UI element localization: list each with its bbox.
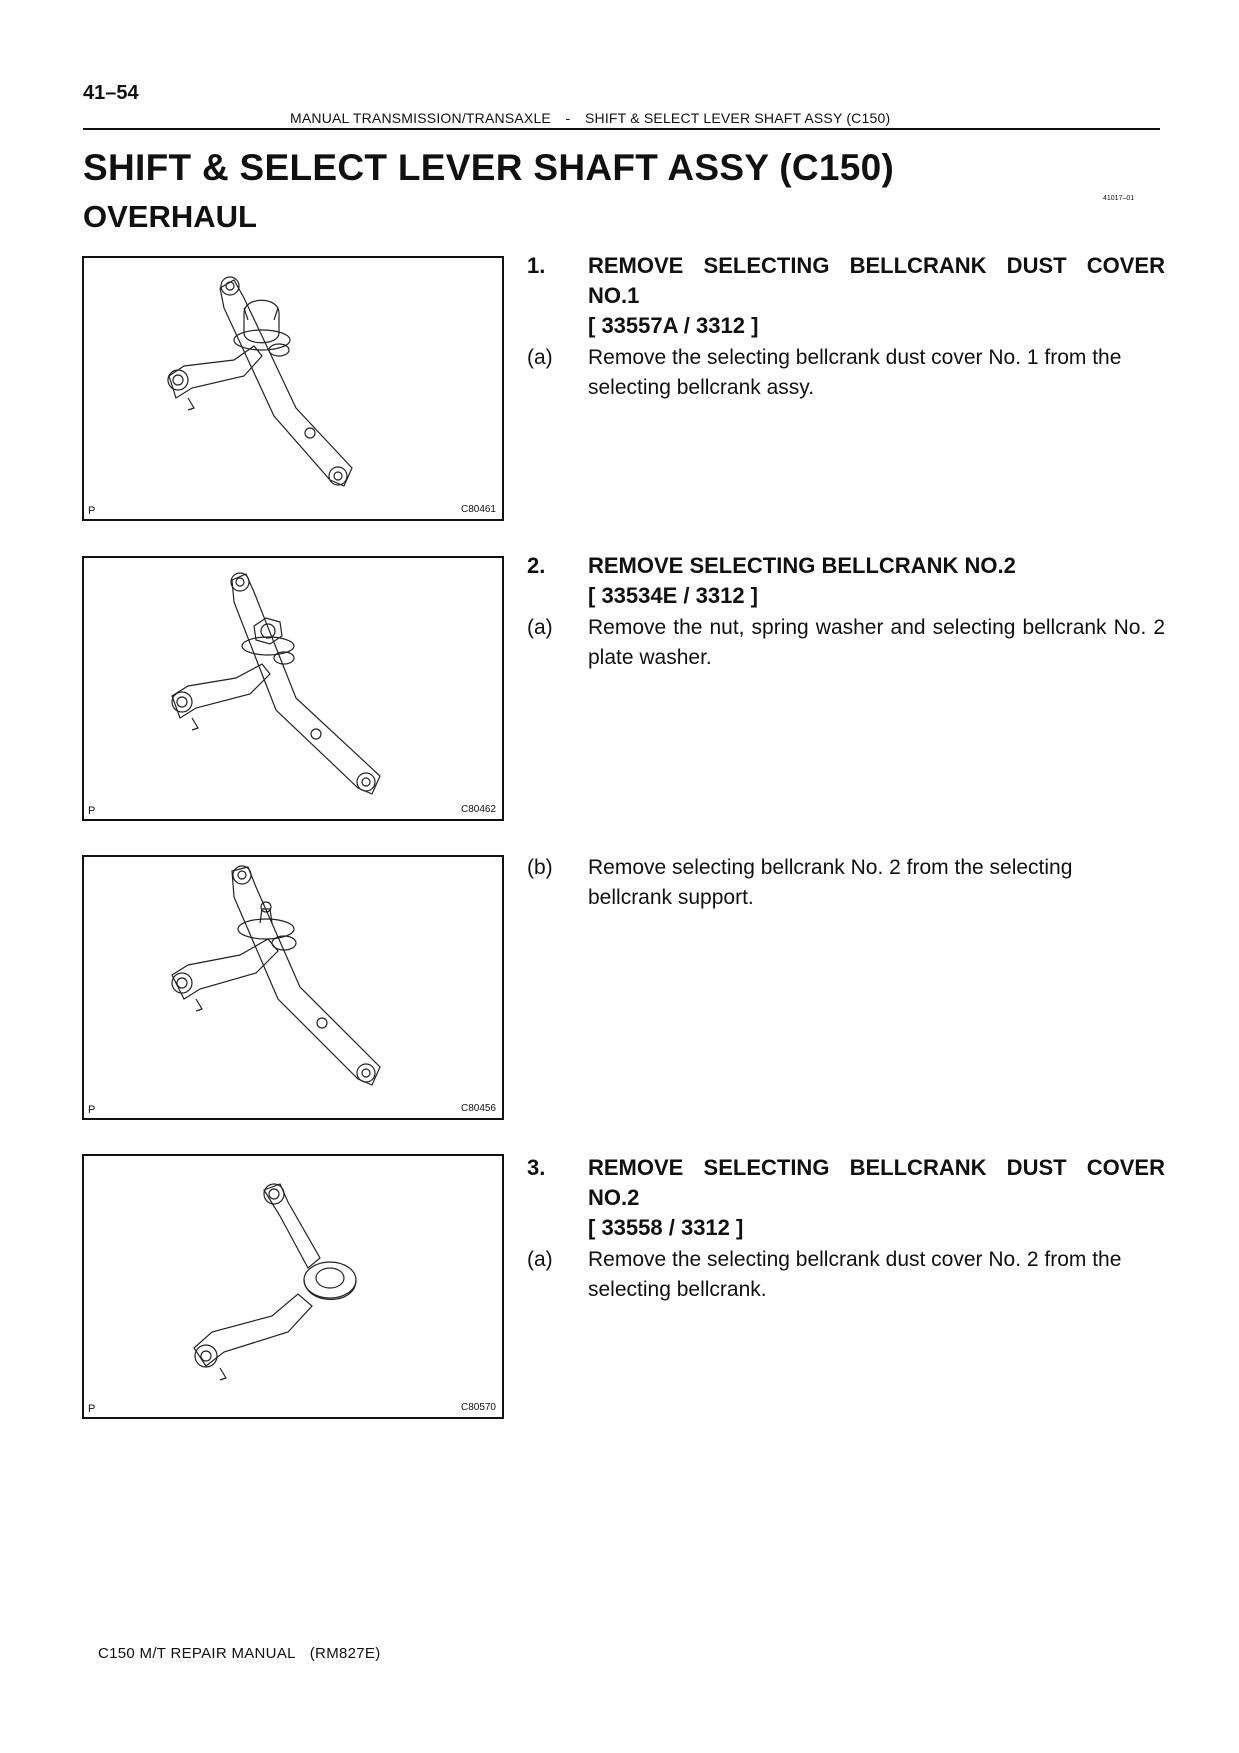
running-header [290,110,890,126]
footer-manual-title: C150 M/T REPAIR MANUAL [98,1645,296,1662]
substep-label: (a) [527,1248,553,1271]
figure-c80461 [82,256,504,521]
document-code: 41017–01 [1103,195,1135,202]
step-1-substep-a [527,343,1165,403]
figure-code: C80570 [460,1402,496,1413]
substep-label: (a) [527,616,553,639]
step-1 [527,251,1165,341]
step-reference: [ 33558 / 3312 ] [588,1215,744,1240]
step-heading: REMOVE SELECTING BELLCRANK DUST COVER NO.2 [588,1155,1165,1210]
header-rule [83,128,1160,130]
page-number: 41–54 [83,82,139,104]
step-reference: [ 33557A / 3312 ] [588,313,759,338]
header-subsection: SHIFT & SELECT LEVER SHAFT ASSY (C150) [584,110,891,126]
figure-corner-label: P [88,805,96,817]
bellcrank-illustration [84,857,502,1118]
substep-text: Remove selecting bellcrank No. 2 from the selecting bellcrank support. [588,856,1073,909]
step-number: 1. [527,253,546,278]
step-2-substep-b [527,853,1165,913]
page-title: SHIFT & SELECT LEVER SHAFT ASSY (C150) [83,147,895,188]
header-separator: - [565,110,571,126]
substep-text: Remove the selecting bellcrank dust cover No. 1 from the selecting bellcrank assy. [588,346,1122,399]
substep-text: Remove the nut, spring washer and selecting bellcrank No. 2 plate washer. [588,616,1165,669]
figure-corner-label: P [88,505,96,517]
step-3 [527,1153,1165,1243]
step-3-substep-a [527,1245,1165,1305]
step-number: 3. [527,1155,546,1180]
figure-corner-label: P [88,1403,96,1415]
step-number: 2. [527,553,546,578]
page-footer [98,1645,381,1662]
figure-c80456 [82,855,504,1120]
bellcrank-illustration [84,1156,502,1417]
figure-code: C80456 [460,1103,496,1114]
page-subtitle: OVERHAUL [83,199,257,234]
header-section: MANUAL TRANSMISSION/TRANSAXLE [290,110,551,126]
step-heading: REMOVE SELECTING BELLCRANK DUST COVER NO.1 [588,253,1165,308]
step-2 [527,551,1165,611]
figure-c80462 [82,556,504,821]
figure-c80570 [82,1154,504,1419]
step-heading: REMOVE SELECTING BELLCRANK NO.2 [588,553,1016,578]
step-reference: [ 33534E / 3312 ] [588,583,759,608]
footer-manual-code: (RM827E) [309,1645,381,1662]
step-2-substep-a [527,613,1165,673]
figure-code: C80461 [460,504,496,515]
substep-text: Remove the selecting bellcrank dust cover No. 2 from the selecting bellcrank. [588,1248,1122,1301]
substep-label: (a) [527,346,553,369]
bellcrank-illustration [84,558,502,819]
bellcrank-illustration [84,258,502,519]
figure-corner-label: P [88,1104,96,1116]
substep-label: (b) [527,856,553,879]
figure-code: C80462 [460,804,496,815]
